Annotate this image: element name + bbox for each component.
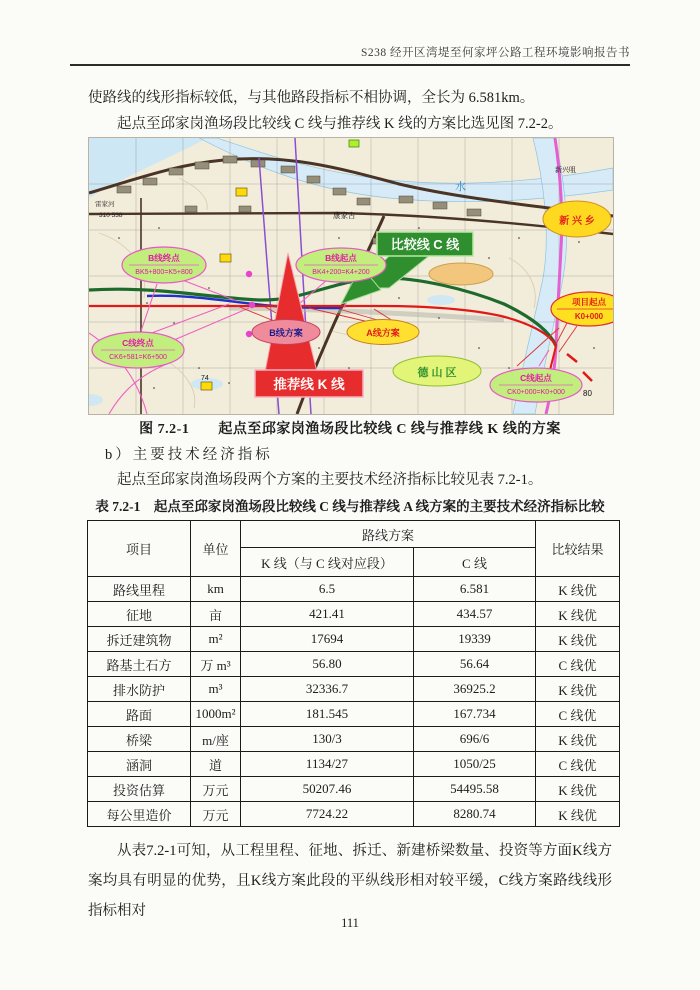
col-header-c-line: C 线 <box>414 548 536 577</box>
table-row <box>88 802 620 827</box>
cell-k: 6.5 <box>241 577 414 602</box>
cell-unit: 万元 <box>191 777 241 802</box>
cell-k: 7724.22 <box>241 802 414 827</box>
cell-item: 涵洞 <box>88 752 191 777</box>
page-number: 111 <box>341 916 359 930</box>
cell-result: K 线优 <box>536 777 620 802</box>
callout-text: BK4+200=K4+200 <box>312 269 370 276</box>
callout-xinxing <box>543 201 611 237</box>
cell-c: 54495.58 <box>414 777 536 802</box>
cell-item: 路线里程 <box>88 577 191 602</box>
table-row <box>88 777 620 802</box>
cell-c: 19339 <box>414 627 536 652</box>
cell-c: 696/6 <box>414 727 536 752</box>
place-label: 80 <box>583 389 592 398</box>
water-label: 水 <box>455 181 466 193</box>
cell-c: 1050/25 <box>414 752 536 777</box>
paragraph-2: 起点至邱家岗渔场段比较线 C 线与推荐线 K 线的方案比选见图 7.2-2。 <box>117 116 563 132</box>
col-header-unit: 单位 <box>191 521 241 577</box>
place-label: 雷家河 <box>95 201 115 208</box>
cell-result: K 线优 <box>536 602 620 627</box>
cell-c: 8280.74 <box>414 802 536 827</box>
table-row <box>88 677 620 702</box>
cell-k: 56.80 <box>241 652 414 677</box>
paragraph-3: 起点至邱家岗渔场段两个方案的主要技术经济指标比较见表 7.2-1。 <box>117 472 543 488</box>
callout-text: 项目起点 <box>571 297 607 307</box>
cell-result: K 线优 <box>536 677 620 702</box>
cell-result: K 线优 <box>536 802 620 827</box>
figure-caption: 图 7.2-1 起点至邱家岗渔场段比较线 C 线与推荐线 K 线的方案 <box>139 422 561 437</box>
cell-result: C 线优 <box>536 652 620 677</box>
banner-text: 比较线 C 线 <box>390 237 460 252</box>
place-label: 康家古 <box>333 211 356 220</box>
cell-k: 421.41 <box>241 602 414 627</box>
cell-unit: 道 <box>191 752 241 777</box>
cell-item: 征地 <box>88 602 191 627</box>
callout-deshan <box>393 356 481 386</box>
cell-unit: 万元 <box>191 802 241 827</box>
table-row <box>88 577 620 602</box>
cell-item: 路基土石方 <box>88 652 191 677</box>
cell-result: K 线优 <box>536 727 620 752</box>
table-row <box>88 727 620 752</box>
route-map-figure <box>88 137 614 415</box>
banner-line-c <box>377 232 473 256</box>
cell-c: 56.64 <box>414 652 536 677</box>
report-header-title: S238 经开区湾堤至何家坪公路工程环境影响报告书 <box>360 47 630 59</box>
callout-text: B线方案 <box>269 328 303 338</box>
callout-c-start <box>490 368 582 402</box>
callout-b-plan <box>252 320 320 345</box>
callout-text: BK5+800=K5+800 <box>135 269 193 276</box>
route-map-svg <box>89 138 613 414</box>
cell-k: 130/3 <box>241 727 414 752</box>
callout-text: B线起点 <box>325 253 357 263</box>
elevation-label: 310 538 <box>99 212 123 219</box>
cell-result: K 线优 <box>536 627 620 652</box>
cell-k: 32336.7 <box>241 677 414 702</box>
place-label: 新兴咀 <box>555 167 576 174</box>
cell-k: 17694 <box>241 627 414 652</box>
callout-text: CK6+581=K6+500 <box>109 354 167 361</box>
col-header-result: 比较结果 <box>536 521 620 577</box>
callout-text: CK0+000=K0+000 <box>507 389 565 396</box>
callout-text: C线终点 <box>122 338 154 348</box>
table-row <box>88 652 620 677</box>
cell-item: 每公里造价 <box>88 802 191 827</box>
callout-text: K0+000 <box>574 312 604 321</box>
cell-item: 投资估算 <box>88 777 191 802</box>
table-row <box>88 602 620 627</box>
callout-b-start <box>296 248 386 282</box>
paragraph-4: 从表7.2-1可知，从工程里程、征地、拆迁、新建桥梁数量、投资等方面K线方案均具有明显的优势，且K线方案此段的平纵线形相对较平缓，C线方案路线线形指标相对 <box>88 843 612 919</box>
cell-unit: 万 m³ <box>191 652 241 677</box>
place-label: 74 <box>201 375 209 382</box>
banner-line-k <box>255 370 363 397</box>
cell-c: 6.581 <box>414 577 536 602</box>
table-row <box>88 627 620 652</box>
cell-unit: km <box>191 577 241 602</box>
callout-text: B线终点 <box>148 253 180 263</box>
cell-unit: 亩 <box>191 602 241 627</box>
cell-item: 排水防护 <box>88 677 191 702</box>
table-row <box>88 752 620 777</box>
callout-b-end <box>122 247 206 283</box>
cell-unit: m³ <box>191 677 241 702</box>
table-header-row-1 <box>88 521 620 548</box>
cell-c: 434.57 <box>414 602 536 627</box>
table-title: 表 7.2-1 起点至邱家岗渔场段比较线 C 线与推荐线 A 线方案的主要技术经济指标比较 <box>95 499 605 514</box>
cell-unit: m² <box>191 627 241 652</box>
cell-unit: 1000m² <box>191 702 241 727</box>
cell-item: 路面 <box>88 702 191 727</box>
banner-text: 推荐线 K 线 <box>273 377 345 392</box>
col-header-item: 项目 <box>88 521 191 577</box>
cell-result: C 线优 <box>536 702 620 727</box>
comparison-table <box>87 520 620 827</box>
map-oval-hidden <box>429 263 493 285</box>
cell-c: 167.734 <box>414 702 536 727</box>
callout-text: C线起点 <box>520 373 552 383</box>
col-header-plan: 路线方案 <box>241 521 536 548</box>
cell-unit: m/座 <box>191 727 241 752</box>
callout-a-plan <box>347 320 419 345</box>
header-rule <box>70 64 630 66</box>
cell-item: 桥梁 <box>88 727 191 752</box>
cell-item: 拆迁建筑物 <box>88 627 191 652</box>
col-header-k-line: K 线（与 C 线对应段） <box>241 548 414 577</box>
callout-text: 德 山 区 <box>417 367 457 379</box>
callout-c-end <box>92 332 184 368</box>
paragraph-1: 使路线的线形指标较低，与其他路段指标不相协调，全长为 6.581km。 <box>88 90 535 106</box>
cell-c: 36925.2 <box>414 677 536 702</box>
cell-k: 1134/27 <box>241 752 414 777</box>
section-b-heading: b）主要技术经济指标 <box>105 447 273 463</box>
cell-k: 181.545 <box>241 702 414 727</box>
cell-k: 50207.46 <box>241 777 414 802</box>
table-row <box>88 702 620 727</box>
cell-result: K 线优 <box>536 577 620 602</box>
callout-text: A线方案 <box>366 328 400 338</box>
callout-text: 新 兴 乡 <box>559 216 595 227</box>
cell-result: C 线优 <box>536 752 620 777</box>
